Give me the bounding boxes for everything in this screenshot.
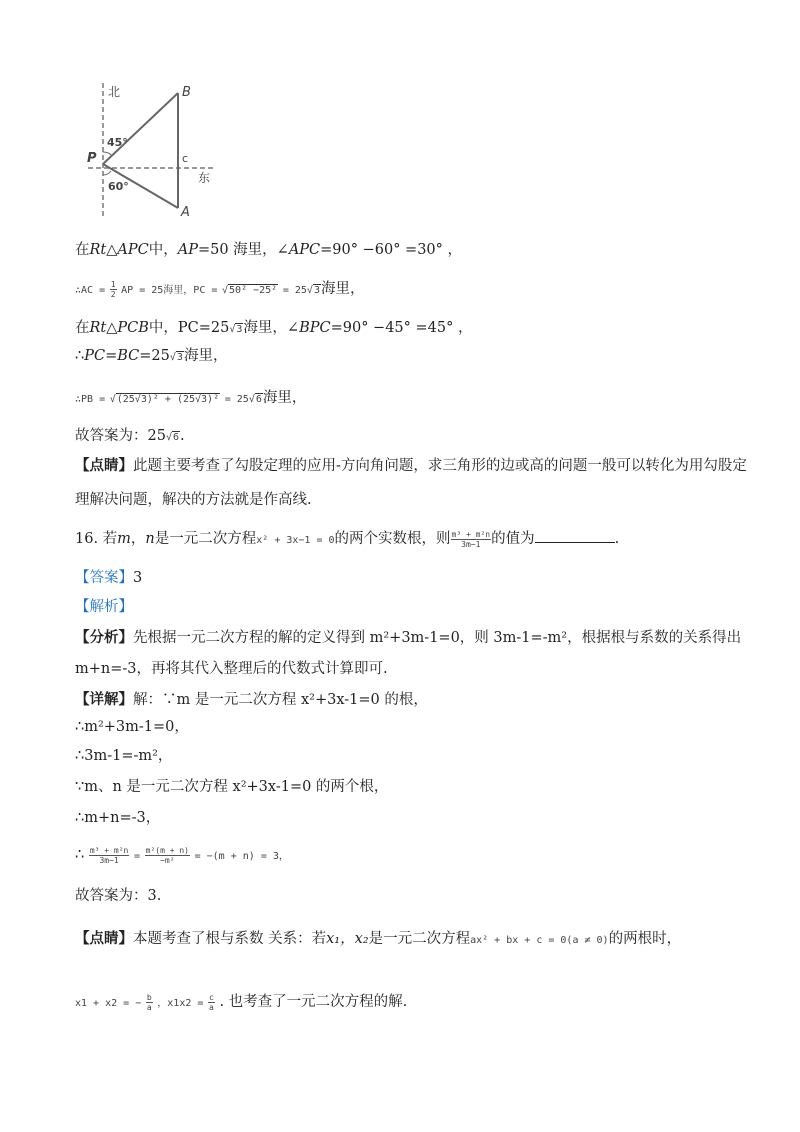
text: ∴ [75,348,85,364]
answer-tag: 【答案】 [75,570,133,586]
comment-line-2 [75,490,312,510]
numerator: c [209,992,214,1002]
fraction-b-over-a [146,993,153,1012]
angle-60-label: 60° [108,180,129,193]
sqrt-content: 3 [176,352,183,363]
detail-text: ∵m、n 是一元二次方程 x²+3x-1=0 的两个根， [75,779,389,795]
comment-line-1 [75,456,747,476]
angle-45-label: 45° [107,136,128,149]
sqrt-content: 50² −25² [229,285,278,296]
fenxi-tag: 【分析】 [75,629,133,646]
comment-text: 此题主要考查了勾股定理的应用-方向角问题，求三角形的边或高的问题一般可以转化为用勾股定 [133,458,747,474]
sqrt-content: 6 [255,394,262,405]
label-P: P [87,151,97,166]
fraction-1 [89,846,130,865]
variable-n: n [145,531,155,547]
detail-line-6 [75,845,289,867]
text: ∴ [75,847,85,863]
comment-tag: 【点睛】 [75,930,133,947]
numerator: m³ + m²n [89,845,129,855]
analysis-tag: 【解析】 [75,599,133,615]
direction-angle-figure [78,78,228,223]
angle-name: APC [288,242,321,258]
numerator: b [146,992,152,1002]
formula-text: = 25 [224,394,249,405]
sqrt-content: 3 [236,324,243,335]
text: 的两个实数根，则 [334,531,451,547]
sqrt-content: 3 [313,285,320,296]
text: 故答案为：25 [75,428,166,444]
formula-text: ，x1x2 = [157,998,204,1009]
formula-text: x1 + x2 = − [75,998,142,1009]
comment-tag: 【点睛】 [75,457,133,474]
fraction-half [110,280,117,299]
answer-line [75,568,142,588]
formula-text: ∴PB = [75,394,106,405]
solution-line-3: 在Rt△PCB中，PC=25√3海里，∠BPC=90° −45° =45° ， [75,320,473,336]
sqrt-content: 6 [172,432,180,443]
comment16-line-1 [75,929,681,951]
detail-line-4 [75,777,388,797]
solution-line-5: ∴PB = √(25√3)² + (25√3)² = 25√6海里， [75,390,307,406]
solution-line-6: 故答案为：25√6. [75,428,185,444]
formula-text: ∴AC = [75,285,106,296]
detail-text: ∴m+n=-3， [75,810,161,826]
label-B: B [182,85,191,100]
comment-text: 是一元二次方程 [368,931,471,947]
detail-text: ∴3m-1=-m²， [75,748,173,764]
answer-value: 3 [133,570,143,586]
solution-line-1 [75,240,462,260]
text: . [180,428,185,444]
formula-text: = [133,851,141,862]
detail-line-7 [75,886,161,906]
comment-text: 的两根时， [608,931,682,947]
angle-name: BPC [299,320,331,336]
text: 中， [148,242,178,258]
text: 的值为 [491,531,535,547]
segment-name: BC [117,348,140,364]
text: 海里，∠ [243,320,300,336]
analysis-line-2 [75,659,388,679]
denominator: a [146,1002,152,1012]
north-label: 北 [108,85,121,99]
numerator: 1 [110,279,116,289]
segment-name: PC [84,348,106,364]
text: 在 [75,320,90,336]
sqrt-content: (25√3)² + (25√3)² [116,394,220,405]
question-fraction [451,530,492,549]
text: . [614,531,620,547]
text: 中，PC=25 [148,320,230,336]
detail-line-5 [75,808,160,828]
text: =90° −45° =45° ， [330,320,473,336]
equation: x² + 3x−1 = 0 [256,535,335,546]
numerator: m²(m + n) [145,845,189,855]
fraction-c-over-a [208,993,215,1012]
detail-text: 解：∵m 是一元二次方程 x²+3x-1=0 的根， [133,692,428,708]
text: 海里， [320,281,365,297]
question-number: 16. 若 [75,531,118,547]
comment-text: 理解决问题，解决的方法就是作高线. [75,492,312,508]
text: =90° −60° =30° ， [320,242,463,258]
segment-name: AP [177,242,198,258]
denominator: 2 [110,289,116,299]
detail-line-1 [75,690,428,710]
solution-line-2: ∴AC = $\frac{1}{2}$ AP = 25海里，PC = √50² −25² = 25√3海里， [75,279,365,299]
question-16 [75,528,619,551]
text: 海里， [262,390,307,406]
analysis-line-1 [75,628,741,648]
denominator: a [209,1002,214,1012]
formula-text: = −(m + n) = 3， [194,851,289,862]
segment-PB [103,93,178,164]
text: =50 海里，∠ [197,242,289,258]
analysis-tag-line [75,597,133,617]
denominator: 3m−1 [461,539,481,549]
denominator: −m² [160,855,175,865]
text: = [105,348,118,364]
solution-line-4: ∴PC=BC=25√3海里， [75,348,228,364]
text: =25 [139,348,170,364]
text: 海里， [183,348,228,364]
detail-text: ∴m²+3m-1=0， [75,719,189,735]
numerator: m³ + m²n [451,529,491,539]
comment-text: 本题考查了根与系数 关系：若 [133,931,327,947]
variable-m: m [117,531,131,547]
roots: x₁，x₂ [326,931,369,947]
text: 在 [75,242,90,258]
fenxi-text: 先根据一元二次方程的解的定义得到 m²+3m-1=0，则 3m-1=-m²，根据根与系数的关系得出 [133,630,742,646]
comment16-line-2 [75,992,407,1014]
fraction-2 [145,846,190,865]
label-C: c [182,152,189,165]
detail-text: 故答案为：3. [75,888,162,904]
detail-line-2 [75,717,189,737]
xiangjie-tag: 【详解】 [75,691,133,708]
detail-line-3 [75,746,172,766]
text: ， [130,531,146,547]
triangle-name: Rt△PCB [89,320,149,336]
label-A: A [181,205,190,220]
angle-arc-60 [103,171,111,175]
formula-text: = 25 [282,285,307,296]
comment-text: . 也考查了一元二次方程的解. [219,994,408,1010]
text: 是一元二次方程 [154,531,257,547]
equation: ax² + bx + c = 0(a ≠ 0) [470,935,609,946]
formula-text: AP = 25海里，PC = [121,285,218,296]
fenxi-text: m+n=-3，再将其代入整理后的代数式计算即可. [75,661,388,677]
triangle-name: Rt△APC [89,242,149,258]
east-label: 东 [198,171,211,185]
answer-blank [535,528,615,543]
denominator: 3m−1 [99,855,119,865]
